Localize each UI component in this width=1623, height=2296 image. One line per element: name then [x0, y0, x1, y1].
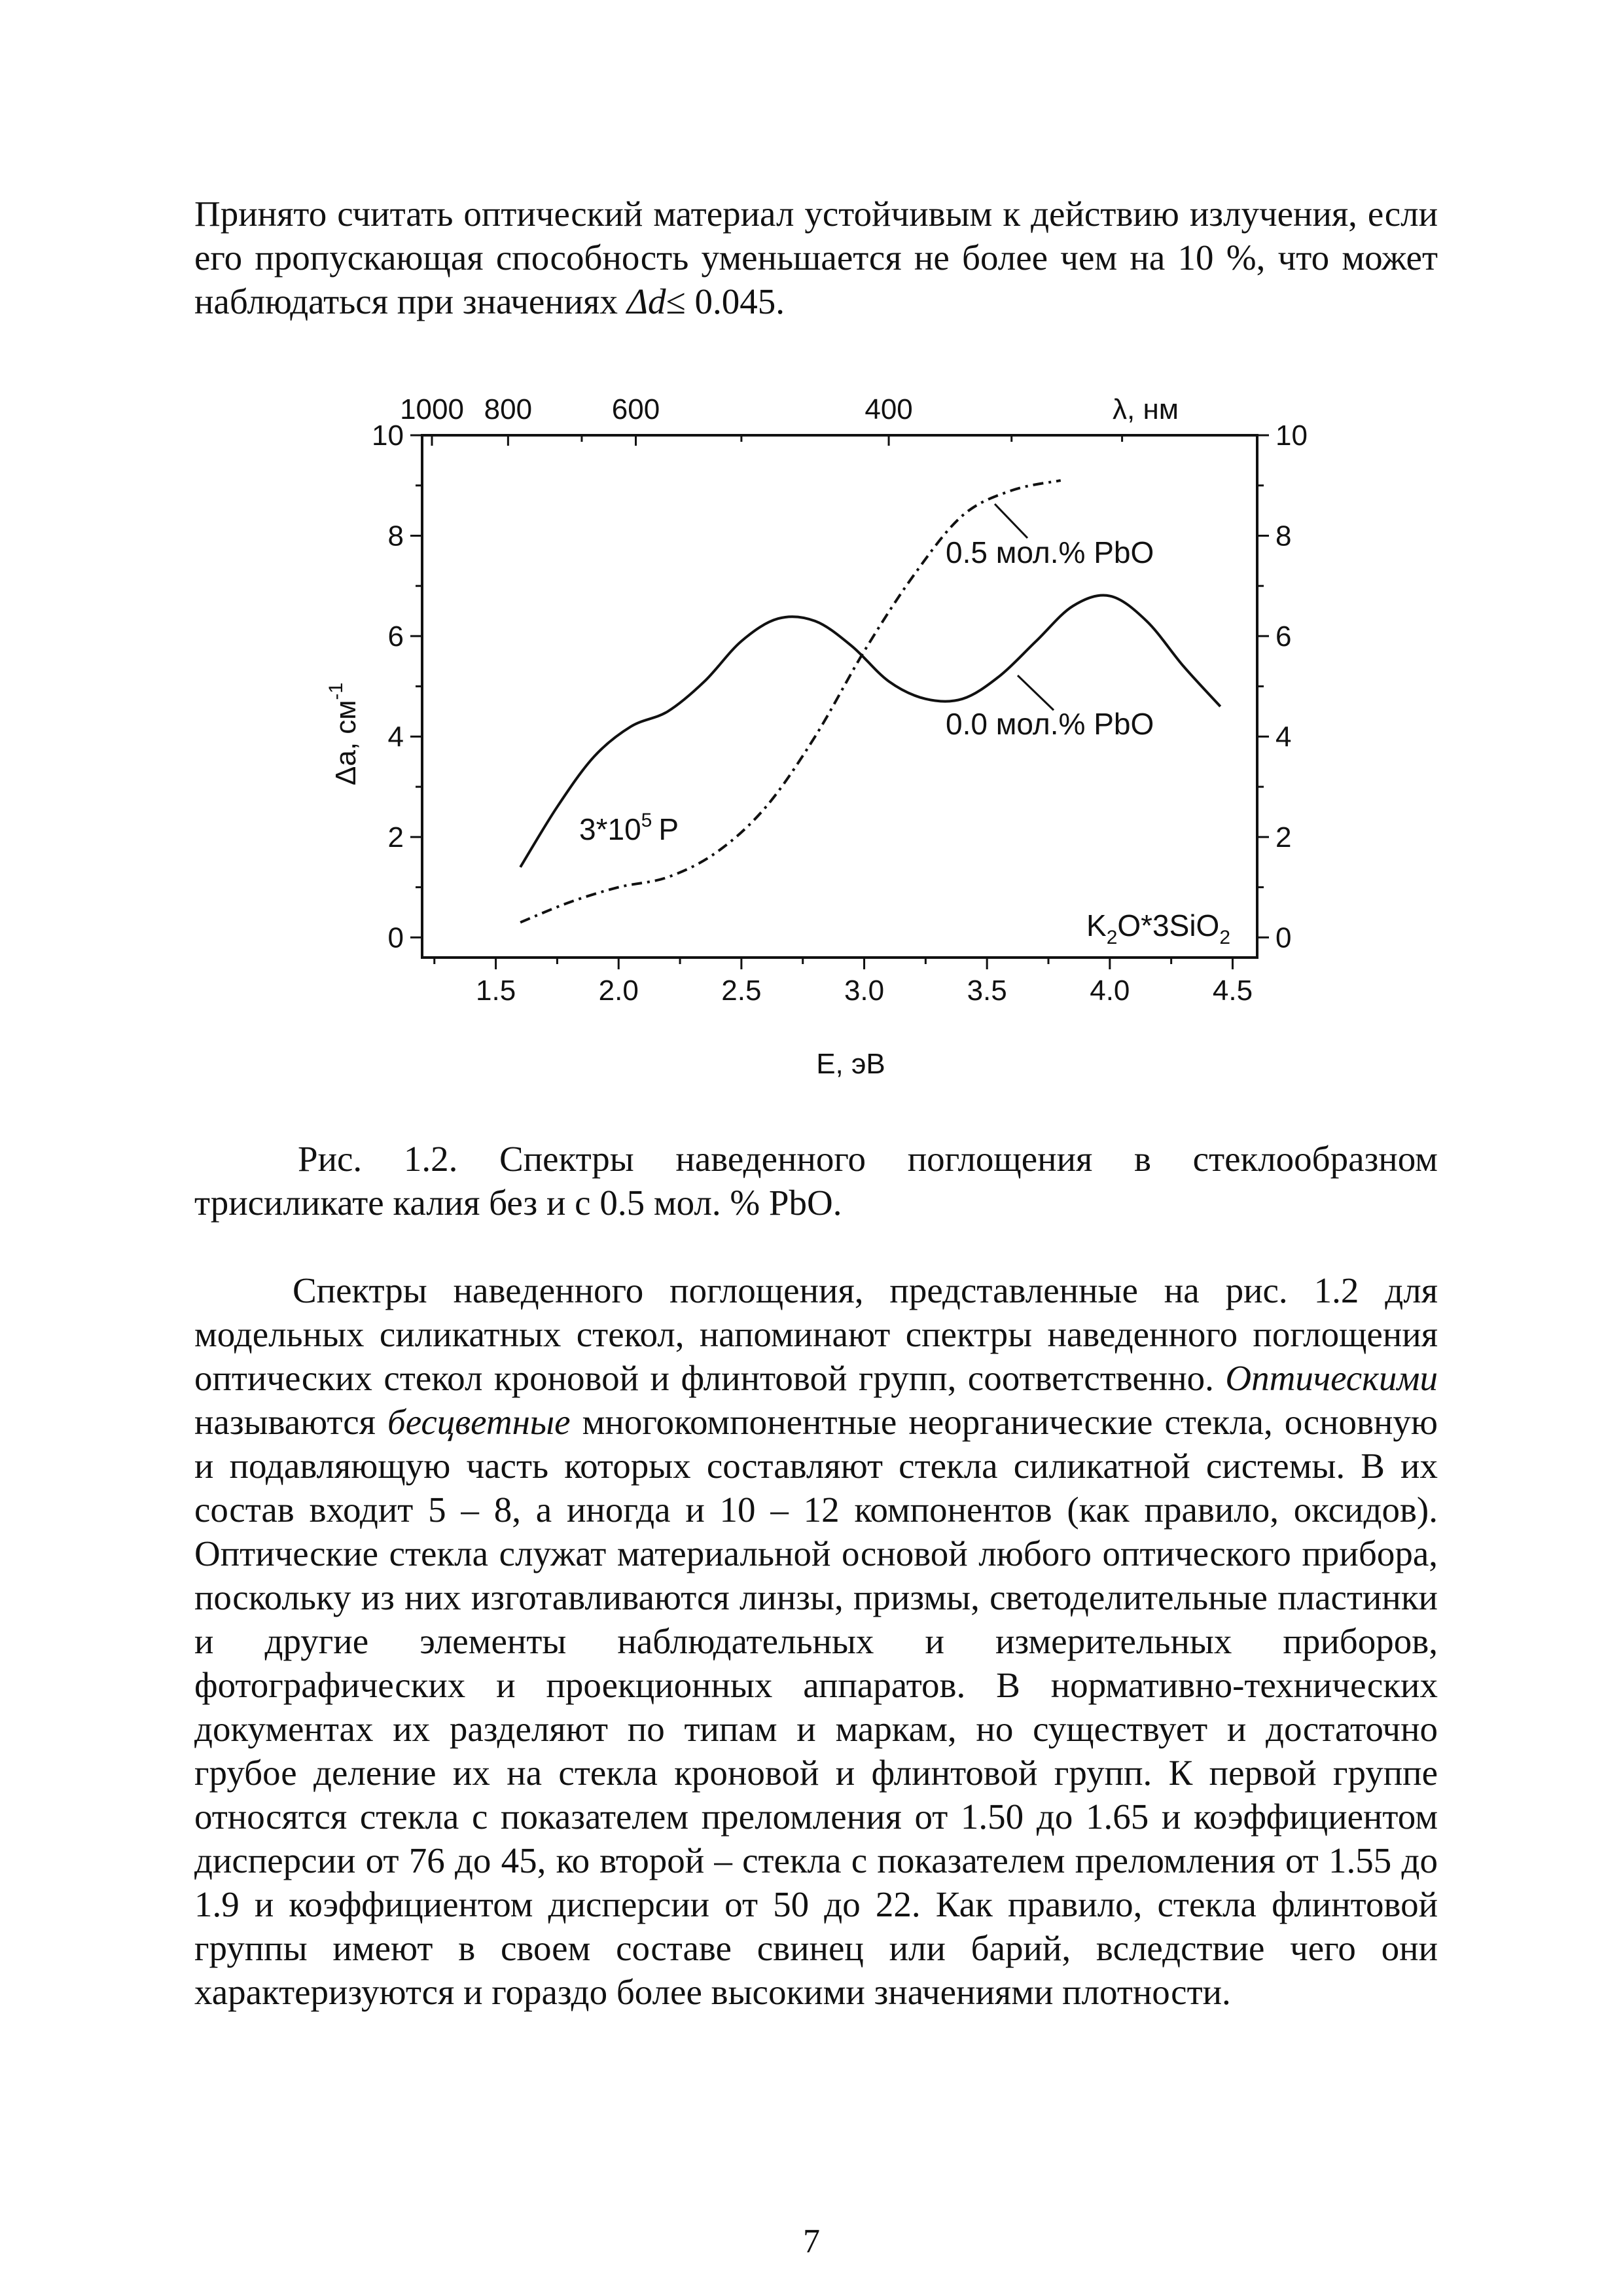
y-tick-label-left: 8 [387, 520, 404, 552]
dose-exp: 5 [641, 810, 652, 831]
arrow-pbo-05 [995, 504, 1027, 538]
x-tick-label: 3.5 [967, 975, 1007, 1007]
dose-base: 3*10 [579, 812, 641, 846]
intro-text-end: ≤ 0.045. [666, 281, 785, 321]
intro-text: Принято считать оптический материал устойчивым к действию излучения, если его пропускающая способность уменьшается не более чем на 10 %, что может наблюдаться при значениях [194, 194, 1438, 321]
x-tick-label: 4.0 [1090, 975, 1130, 1007]
figure-chart [0, 0, 1623, 1113]
x-axis-label: E, эВ [816, 1048, 885, 1080]
y-tick-label-right: 10 [1275, 420, 1308, 452]
glass-mid: O*3SiO [1117, 908, 1220, 942]
y-tick-label-left: 10 [372, 420, 404, 452]
x-tick-label: 2.5 [721, 975, 762, 1007]
glass-k: K [1086, 908, 1107, 942]
top-axis [400, 393, 1122, 446]
top-tick-label: 800 [484, 393, 533, 425]
y-tick-label-right: 6 [1275, 620, 1292, 653]
y-label-base: Δa, см [330, 700, 362, 785]
y-tick-label-right: 8 [1275, 520, 1292, 552]
annotation-dose [579, 810, 679, 846]
y-label-exp: -1 [325, 682, 347, 700]
body-em-optical: Оптическими [1225, 1358, 1438, 1398]
right-axis [1257, 420, 1308, 954]
dose-unit: P [658, 812, 679, 846]
top-axis-title: λ, нм [1113, 393, 1179, 425]
top-tick-label: 600 [611, 393, 660, 425]
body-part3: многокомпонентные неорганические стекла, основную и подавляющую часть которых составляют стекла силикатной системы. В их состав входит 5 – 8, а иногда и 10 – 12 компонентов (как правило, оксидов). Оптические стекла служат материальной основой любого оптического прибора, поскольку из них изготавливаются линзы, призмы, светоделительные пластинки и другие элементы наблюдательных и измерительных приборов, фотографических и проекционных аппаратов. В нормативно-технических документах их разделяют по типам и маркам, но существует и достаточно грубое деление их на стекла кроновой и флинтовой групп. К первой группе относятся стекла с показателем преломления от 1.50 до 1.65 и коэффициентом дисперсии от 76 до 45, ко второй – стекла с показателем преломления от 1.55 до 1.9 и коэффициентом дисперсии от 50 до 22. Как правило, стекла флинтовой группы имеют в своем составе свинец или барий, вследствие чего они характеризуются и гораздо более высокими значениями плотности. [194, 1402, 1438, 2012]
page-number: 7 [803, 2223, 820, 2260]
x-tick-label: 1.5 [476, 975, 516, 1007]
x-tick-label: 4.5 [1212, 975, 1253, 1007]
body-part1: Спектры наведенного поглощения, представленные на рис. 1.2 для модельных силикатных стекол, напоминают спектры наведенного поглощения оптических стекол кроновой и флинтовой групп, соответственно. [194, 1270, 1438, 1398]
y-tick-label-left: 4 [387, 721, 404, 753]
body-em-colorless: бесцветные [387, 1402, 571, 1442]
y-axis-label [325, 683, 362, 785]
glass-sio-sub: 2 [1219, 927, 1231, 948]
top-tick-label: 400 [865, 393, 913, 425]
left-axis [372, 420, 422, 954]
body-paragraph [194, 1268, 1438, 2014]
x-tick-label: 3.0 [844, 975, 885, 1007]
annotation-pbo-00: 0.0 мол.% PbO [946, 707, 1154, 741]
y-tick-label-left: 6 [387, 620, 404, 653]
intro-math: Δd [626, 281, 666, 321]
bottom-axis [435, 958, 1253, 1007]
top-tick-label: 1000 [400, 393, 464, 425]
y-tick-label-right: 2 [1275, 821, 1292, 853]
body-part2: называются [194, 1402, 388, 1442]
arrow-pbo-00 [1018, 675, 1054, 710]
glass-k-sub: 2 [1106, 927, 1118, 948]
y-tick-label-right: 0 [1275, 922, 1292, 954]
y-tick-label-left: 2 [387, 821, 404, 853]
figure-caption: Рис. 1.2. Спектры наведенного поглощения в стеклообразном трисиликате калия без и с 0.5 мол. % PbO. [194, 1139, 1438, 1223]
annotation-pbo-05: 0.5 мол.% PbO [946, 535, 1154, 569]
y-tick-label-right: 4 [1275, 721, 1292, 753]
x-tick-label: 2.0 [598, 975, 639, 1007]
y-tick-label-left: 0 [387, 922, 404, 954]
annotation-glass [1086, 908, 1230, 948]
